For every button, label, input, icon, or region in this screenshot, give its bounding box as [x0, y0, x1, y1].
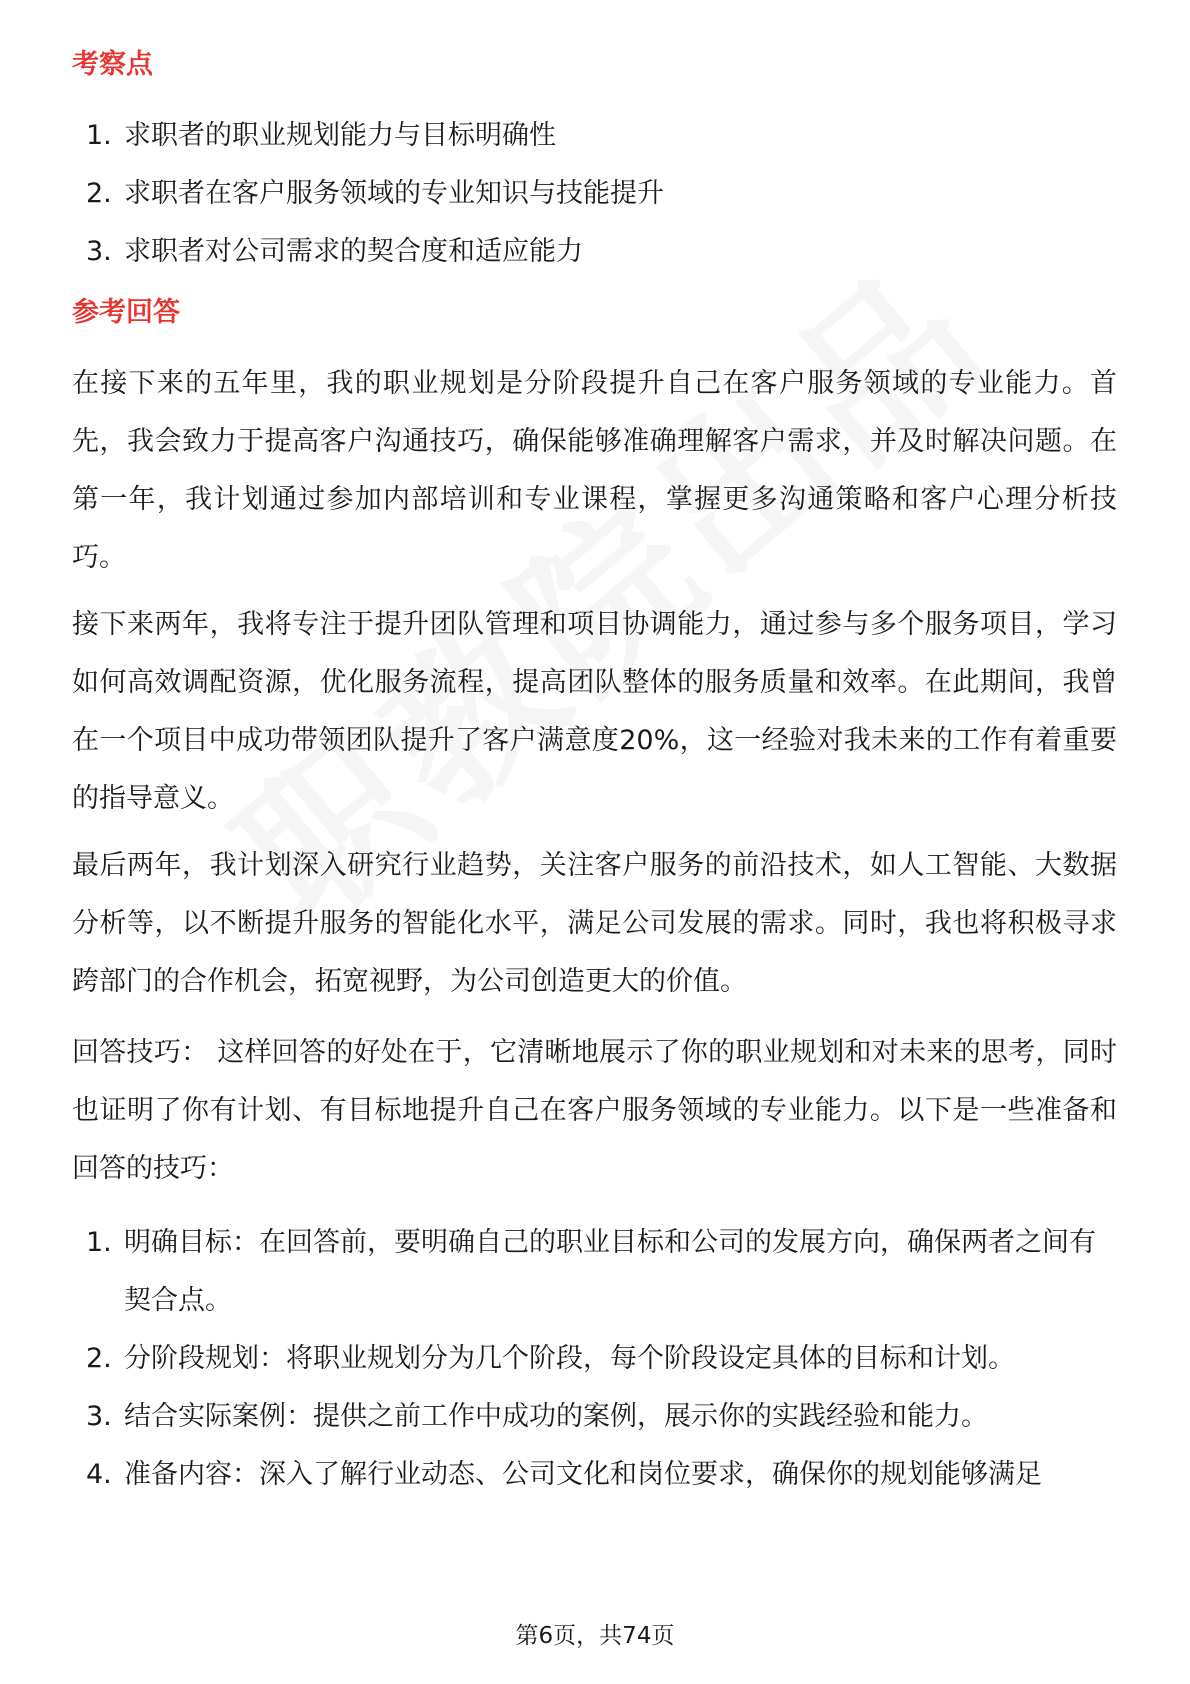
answer-paragraph-2: 接下来两年，我将专注于提升团队管理和项目协调能力，通过参与多个服务项目，学习如何高效调配资源，优化服务流程，提高团队整体的服务质量和效率。在此期间，我曾在一个项目中成功带领团队提升了客户满意度20%，这一经验对我未来的工作有着重要的指导意义。 [72, 609, 1117, 814]
section-heading-points: 考察点 [72, 49, 153, 80]
points-list [72, 107, 1117, 281]
page-number: 第6页，共74页 [515, 1623, 675, 1649]
list-item: 2. 求职者在客户服务领域的专业知识与技能提升 [86, 178, 664, 209]
section-heading-answer: 参考回答 [72, 297, 180, 328]
list-item: 2. 分阶段规划：将职业规划分为几个阶段，每个阶段设定具体的目标和计划。 [86, 1343, 1015, 1374]
list-item: 1. 明确目标：在回答前，要明确自己的职业目标和公司的发展方向，确保两者之间有契合点。 [86, 1227, 1096, 1316]
tips-intro-paragraph: 回答技巧： 这样回答的好处在于，它清晰地展示了你的职业规划和对未来的思考，同时也证明了你有计划、有目标地提升自己在客户服务领域的专业能力。以下是一些准备和回答的技巧： [72, 1037, 1117, 1184]
answer-paragraph-3: 最后两年，我计划深入研究行业趋势，关注客户服务的前沿技术，如人工智能、大数据分析等，以不断提升服务的智能化水平，满足公司发展的需求。同时，我也将积极寻求跨部门的合作机会，拓宽视野，为公司创造更大的价值。 [72, 850, 1117, 997]
answer-paragraph-1: 在接下来的五年里，我的职业规划是分阶段提升自己在客户服务领域的专业能力。首先，我会致力于提高客户沟通技巧，确保能够准确理解客户需求，并及时解决问题。在第一年，我计划通过参加内部培训和专业课程，掌握更多沟通策略和客户心理分析技巧。 [72, 368, 1117, 573]
list-item: 3. 求职者对公司需求的契合度和适应能力 [86, 236, 583, 267]
list-item: 3. 结合实际案例：提供之前工作中成功的案例，展示你的实践经验和能力。 [86, 1401, 988, 1432]
list-item: 4. 准备内容：深入了解行业动态、公司文化和岗位要求，确保你的规划能够满足 [86, 1459, 1042, 1490]
tips-list [72, 1214, 1117, 1504]
list-item: 1. 求职者的职业规划能力与目标明确性 [86, 120, 556, 151]
